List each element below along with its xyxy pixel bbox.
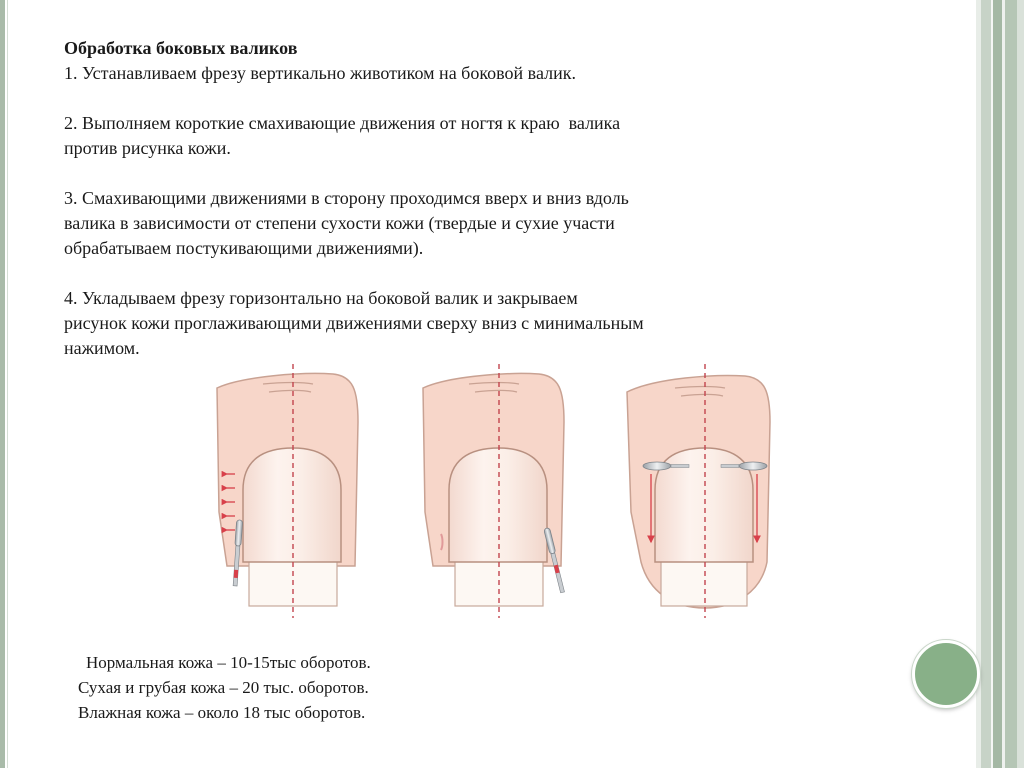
step-3-line-2: валика в зависимости от степени сухости кожи (твердые и сухие участи xyxy=(64,213,615,233)
step-1-line-1: 1. Устанавливаем фрезу вертикально животиком на боковой валик. xyxy=(64,63,576,83)
finger-1-nail xyxy=(243,448,341,562)
step-3-line-1: 3. Смахивающими движениями в сторону проходимся вверх и вниз вдоль xyxy=(64,188,629,208)
step-3-line-3: обрабатываем постукивающими движениями). xyxy=(64,238,424,258)
step-2 xyxy=(64,111,854,161)
left-border-hairline xyxy=(7,0,8,768)
step-3 xyxy=(64,186,854,261)
decorative-green-circle xyxy=(912,640,980,708)
slide-title: Обработка боковых валиков xyxy=(64,38,298,58)
left-border-rule xyxy=(0,0,5,768)
right-decorative-border xyxy=(976,0,1024,768)
step-4-line-1: 4. Укладываем фрезу горизонтально на боковой валик и закрываем xyxy=(64,288,578,308)
slide-text-block xyxy=(64,36,854,361)
rpm-note-normal: Нормальная кожа – 10-15тыс оборотов. xyxy=(86,653,371,672)
nail-technique-illustration xyxy=(205,362,785,622)
rpm-note-dry: Сухая и грубая кожа – 20 тыс. оборотов. xyxy=(78,678,369,697)
rpm-notes xyxy=(78,650,371,725)
step-4-line-2: рисунок кожи проглаживающими движениями сверху вниз с минимальным xyxy=(64,313,644,333)
finger-panel-2 xyxy=(423,364,565,618)
step-2-line-1: 2. Выполняем короткие смахивающие движения от ногтя к краю валика xyxy=(64,113,621,133)
finger-panel-3 xyxy=(627,364,770,618)
step-1 xyxy=(64,61,854,86)
finger-3-nail-tip xyxy=(661,558,747,606)
finger-2-nail xyxy=(449,448,547,562)
finger-panel-1 xyxy=(217,364,358,618)
step-4-line-3: нажимом. xyxy=(64,338,140,358)
rpm-note-moist: Влажная кожа – около 18 тыс оборотов. xyxy=(78,703,366,722)
step-2-line-2: против рисунка кожи. xyxy=(64,138,231,158)
step-4 xyxy=(64,286,854,361)
